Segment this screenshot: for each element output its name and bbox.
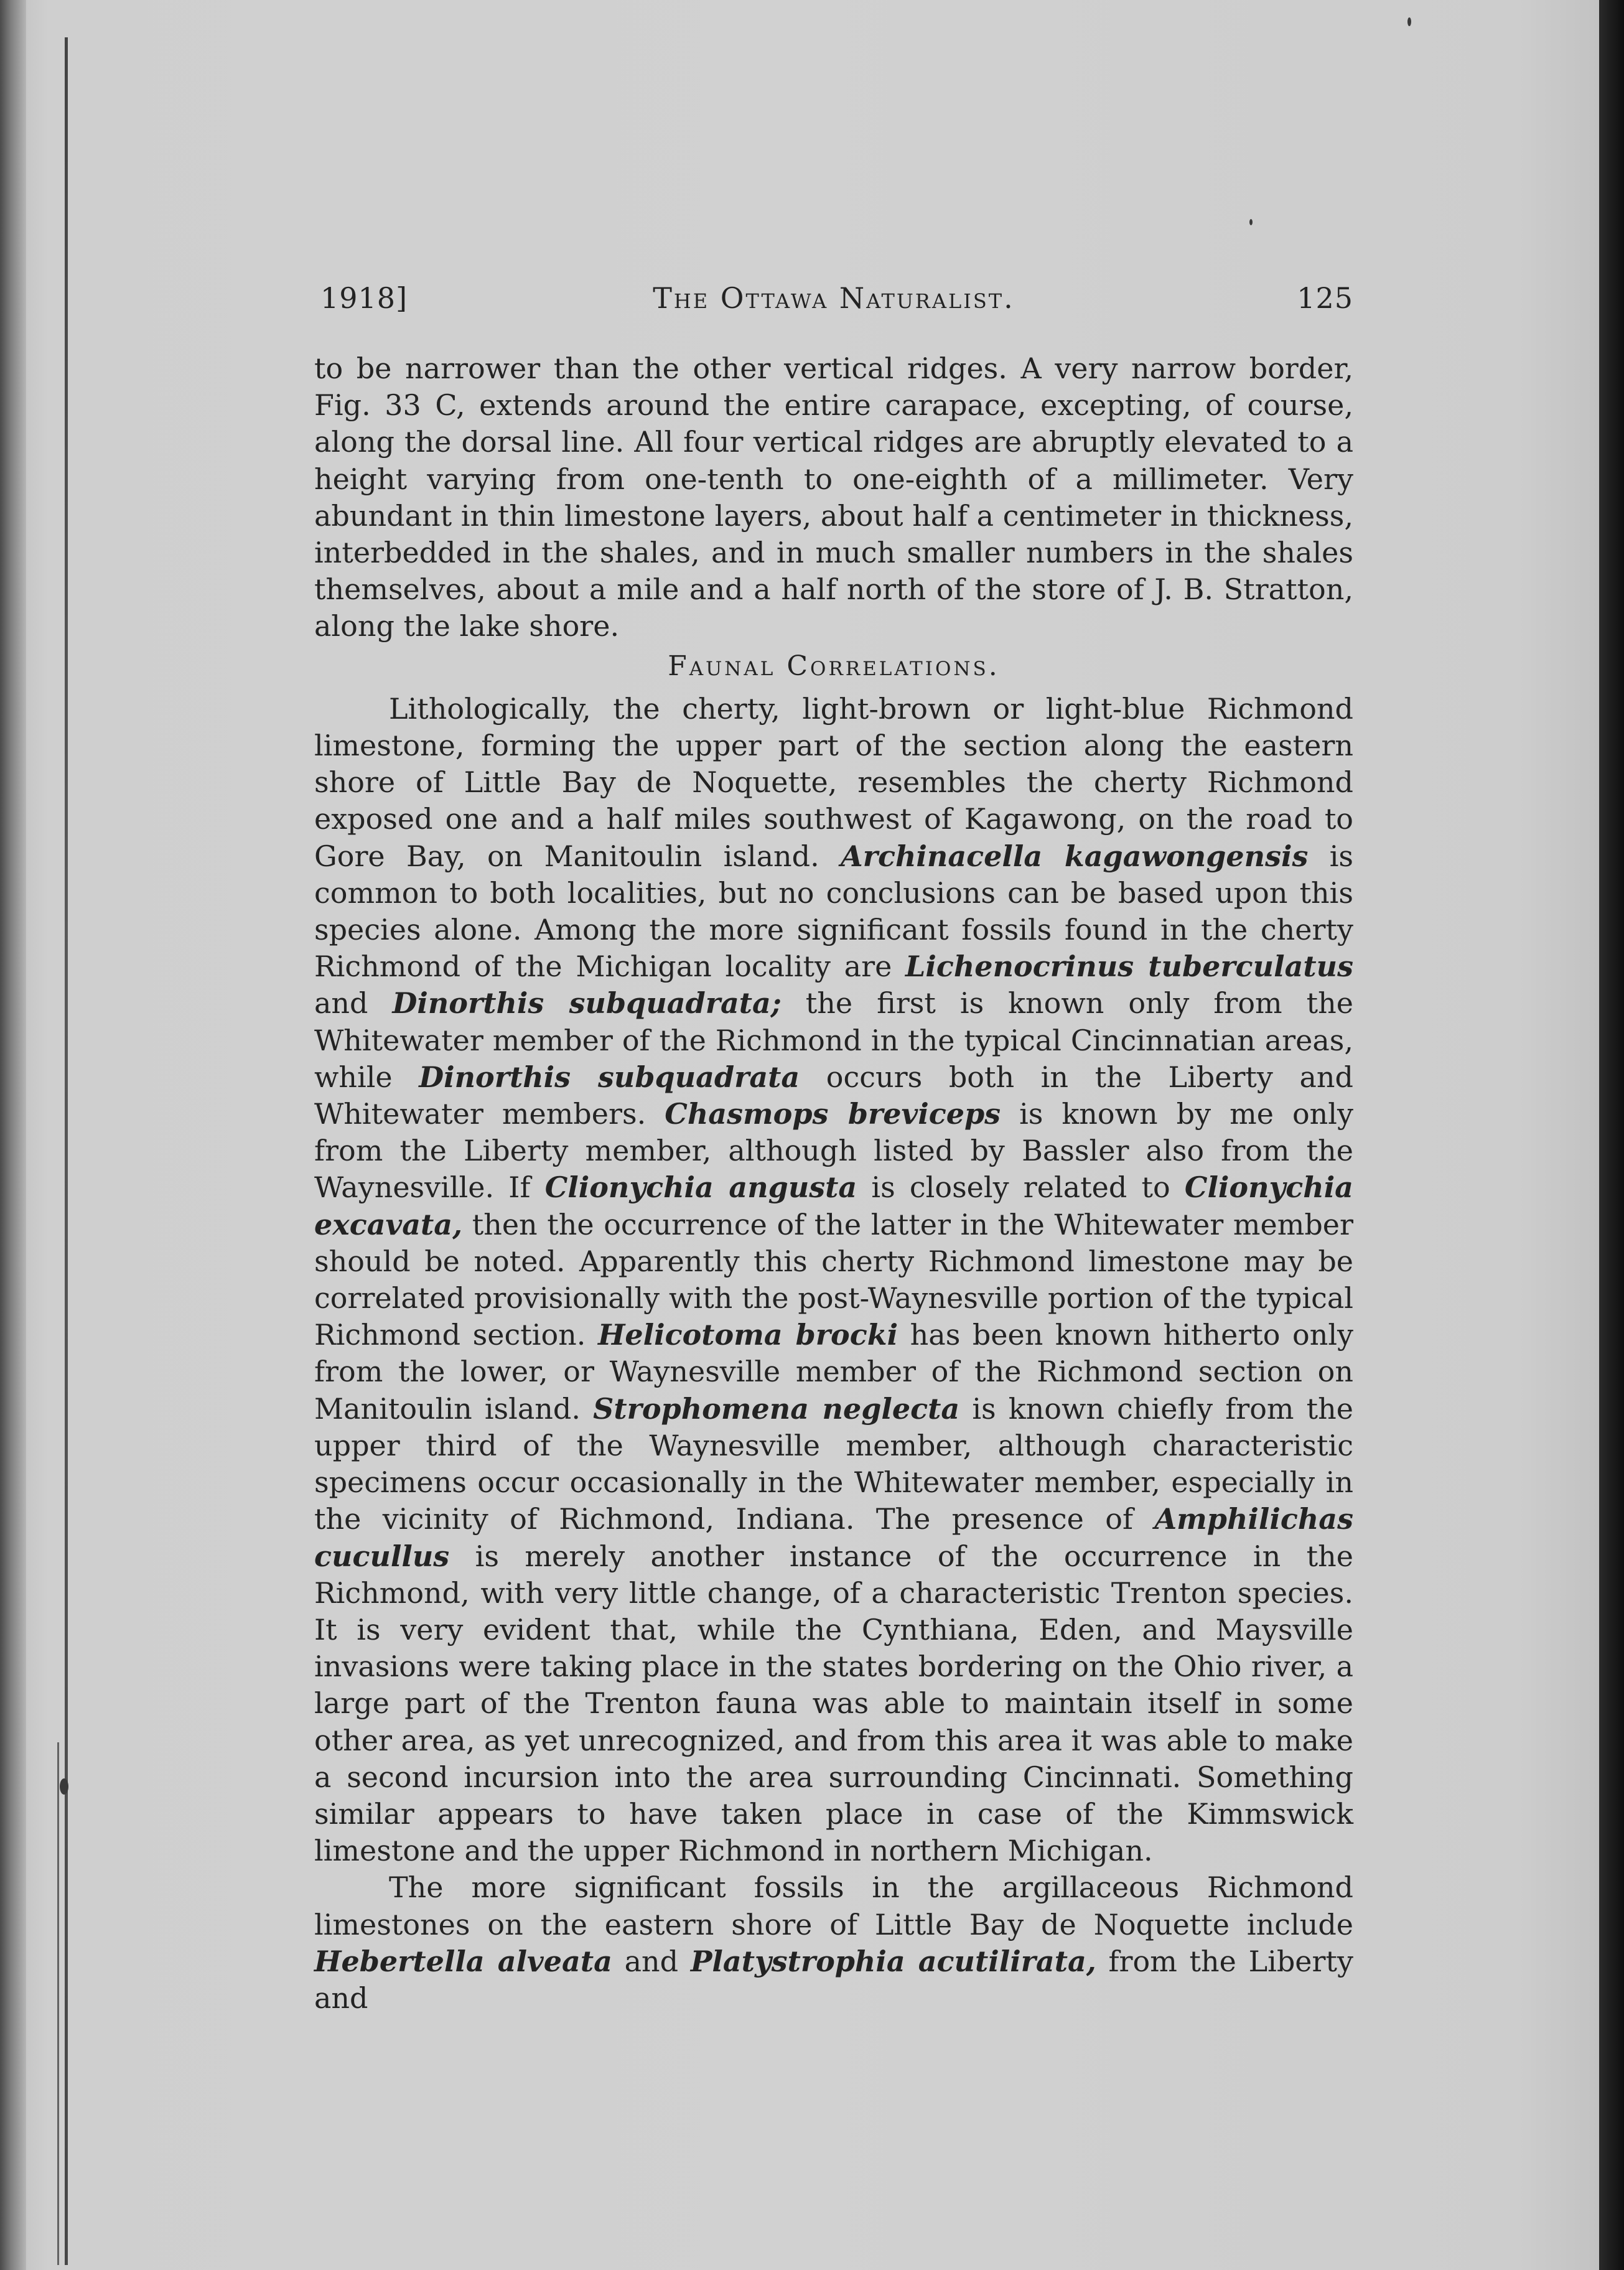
binding-shadow-line-secondary — [57, 1742, 59, 2265]
species-name: Amphilichas cucullus — [314, 1502, 1353, 1573]
header-year: 1918] — [320, 281, 408, 315]
text-run: is common to both localities, but no conclusions can be based upon this species alone. Among the more significant fossils found in the cherty Richmond of the Michigan locality are — [314, 839, 1354, 984]
text-run: and — [624, 1944, 679, 1978]
page-left-edge — [0, 0, 26, 2270]
scan-speck — [60, 1778, 68, 1795]
species-name: Hebertella alveata — [314, 1944, 612, 1978]
paragraph-faunal-correlations — [314, 691, 1353, 1870]
text-run: is known chiefly from the upper third of the Waynesville member, although characteristic specimens occur occasionally in the Whitewater member, especially in the vicinity of Richmond, Indiana. The presence of — [314, 1391, 1354, 1536]
species-name: Strophomena neglecta — [593, 1391, 960, 1426]
scan-speck — [1249, 219, 1253, 225]
binding-shadow-line — [65, 37, 68, 2265]
text-run: the first is known only from the Whitewater member of the Richmond in the typical Cincinnatian areas, while — [314, 986, 1353, 1094]
scan-speck — [1407, 17, 1411, 26]
species-name: Lichenocrinus tuberculatus — [905, 950, 1353, 984]
section-heading: Faunal Correlations. — [668, 650, 1000, 682]
text-run: The more significant fossils in the argillaceous Richmond limestones on the eastern shore of Little Bay de Noquette include — [314, 1871, 1353, 1941]
species-name: Archinacella kagawongensis — [841, 839, 1309, 873]
species-name: Chasmops breviceps — [665, 1097, 1001, 1131]
header-journal-title: The Ottawa Naturalist. — [653, 281, 1015, 315]
species-name: Helicotoma brocki — [597, 1318, 898, 1352]
text-run: is closely related to — [871, 1170, 1170, 1205]
species-name: Clionychia excavata, — [314, 1170, 1353, 1241]
running-head — [314, 281, 1353, 319]
text-run: Lithologically, the cherty, light-brown or light-blue Richmond limestone, forming the upper part of the section along the eastern shore of Little Bay de Noquette, resembles the cherty Richmond exposed one and a half miles southwest of Kagawong, on the road to Gore Bay, on Manitoulin island. — [314, 691, 1353, 873]
paragraph-continuation: to be narrower than the other vertical ridges. A very narrow border, Fig. 33 C, extends around the entire carapace, excepting, of course, along the dorsal line. All four vertical ridges are abruptly elevated to a height varying from one-tenth to one-eighth of a millimeter. Very abundant in thin limestone layers, about half a centimeter in thickness, interbedded in the shales, and in much smaller numbers in the shales themselves, about a mile and a half north of the store of J. B. Stratton, along the lake shore. — [314, 352, 1353, 643]
text-run: has been known hitherto only from the lower, or Waynesville member of the Richmond section on Manitoulin island. — [314, 1318, 1354, 1426]
text-run: from the Liberty and — [314, 1944, 1353, 2015]
species-name: Dinorthis subquadrata; — [392, 986, 782, 1021]
text-run: occurs both in the Liberty and Whitewater members. — [314, 1060, 1353, 1131]
paragraph-argillaceous-limestones — [314, 1869, 1353, 2017]
species-name: Platystrophia acutilirata, — [690, 1944, 1096, 1978]
scan-right-border — [1599, 0, 1624, 2270]
text-run: then the occurrence of the latter in the Whitewater member should be noted. Apparently this cherty Richmond limestone may be correlated provisionally with the post-Waynesville portion of the typical Richmond section. — [314, 1207, 1354, 1352]
text-run: and — [314, 986, 368, 1021]
text-run: is merely another instance of the occurrence in the Richmond, with very little change, of a characteristic Trenton species. It is very evident that, while the Cynthiana, Eden, and Maysville invasions were taking place in the states bordering on the Ohio river, a large part of the Trenton fauna was able to maintain itself in some other area, as yet unrecognized, and from this area it was able to make a second incursion into the area surrounding Cincinnati. Something similar appears to have taken place in case of the Kimmswick limestone and the upper Richmond in northern Michigan. — [314, 1539, 1354, 1868]
article-body — [314, 350, 1353, 2017]
species-name: Clionychia angusta — [544, 1170, 857, 1205]
header-page-number: 125 — [1297, 281, 1353, 315]
text-run: is known by me only from the Liberty member, although listed by Bassler also from the Waynesville. If — [314, 1097, 1353, 1205]
species-name: Dinorthis subquadrata — [419, 1060, 800, 1094]
